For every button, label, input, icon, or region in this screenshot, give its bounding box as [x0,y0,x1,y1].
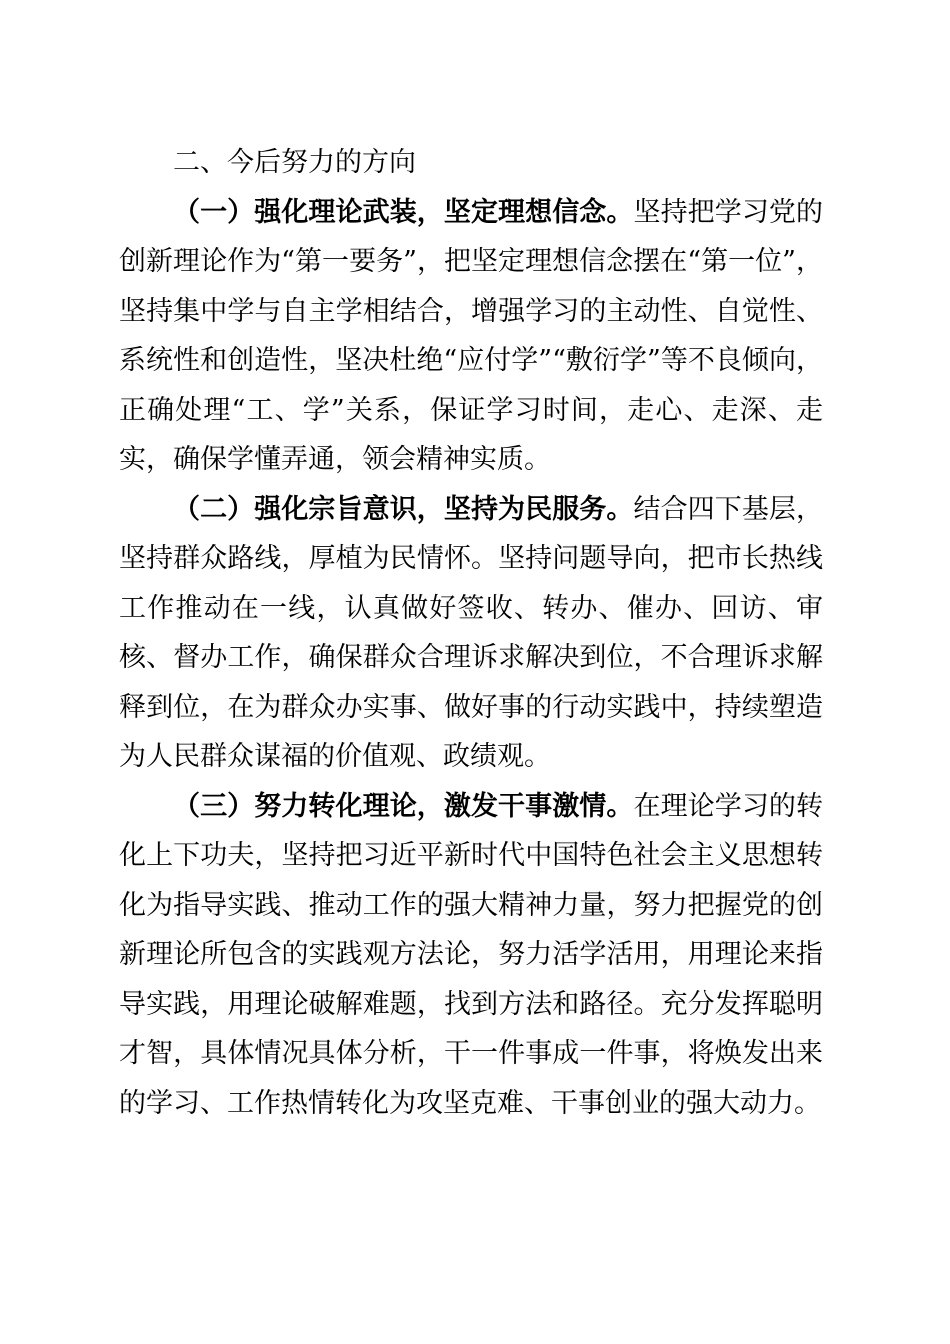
paragraph-1 [119,188,823,485]
paragraph-3-body: 在理论学习的转化上下功夫，坚持把习近平新时代中国特色社会主义思想转化为指导实践、推动工作的强大精神力量，努力把握党的创新理论所包含的实践观方法论，努力活学活用，用理论来指导实践，用理论破解难题，找到方法和路径。充分发挥聪明才智，具体情况具体分析，干一件事成一件事，将焕发出来的学习、工作热情转化为攻坚克难、干事创业的强大动力。 [119,790,824,1119]
section-heading: 二、今后努力的方向 [173,147,416,178]
paragraph-2-lead: （二）强化宗旨意识，坚持为民服务。 [173,493,634,525]
paragraph-3 [119,782,823,1129]
paragraph-1-lead: （一）强化理论武装，坚定理想信念。 [173,196,634,228]
paragraph-1-body: 坚持把学习党的创新理论作为“第一要务”，把坚定理想信念摆在“第一位”，坚持集中学与自主学相结合，增强学习的主动性、自觉性、系统性和创造性，坚决杜绝“应付学”“敷衍学”等不良倾向，正确处理“工、学”关系，保证学习时间，走心、走深、走实，确保学懂弄通，领会精神实质。 [119,196,824,475]
paragraph-2-body: 结合四下基层，坚持群众路线，厚植为民情怀。坚持问题导向，把市长热线工作推动在一线，认真做好签收、转办、催办、回访、审核、督办工作，确保群众合理诉求解决到位，不合理诉求解释到位，在为群众办实事、做好事的行动实践中，持续塑造为人民群众谋福的价值观、政绩观。 [119,493,824,772]
paragraph-3-lead: （三）努力转化理论，激发干事激情。 [173,790,634,822]
document-body [119,138,823,1128]
paragraph-2 [119,485,823,782]
